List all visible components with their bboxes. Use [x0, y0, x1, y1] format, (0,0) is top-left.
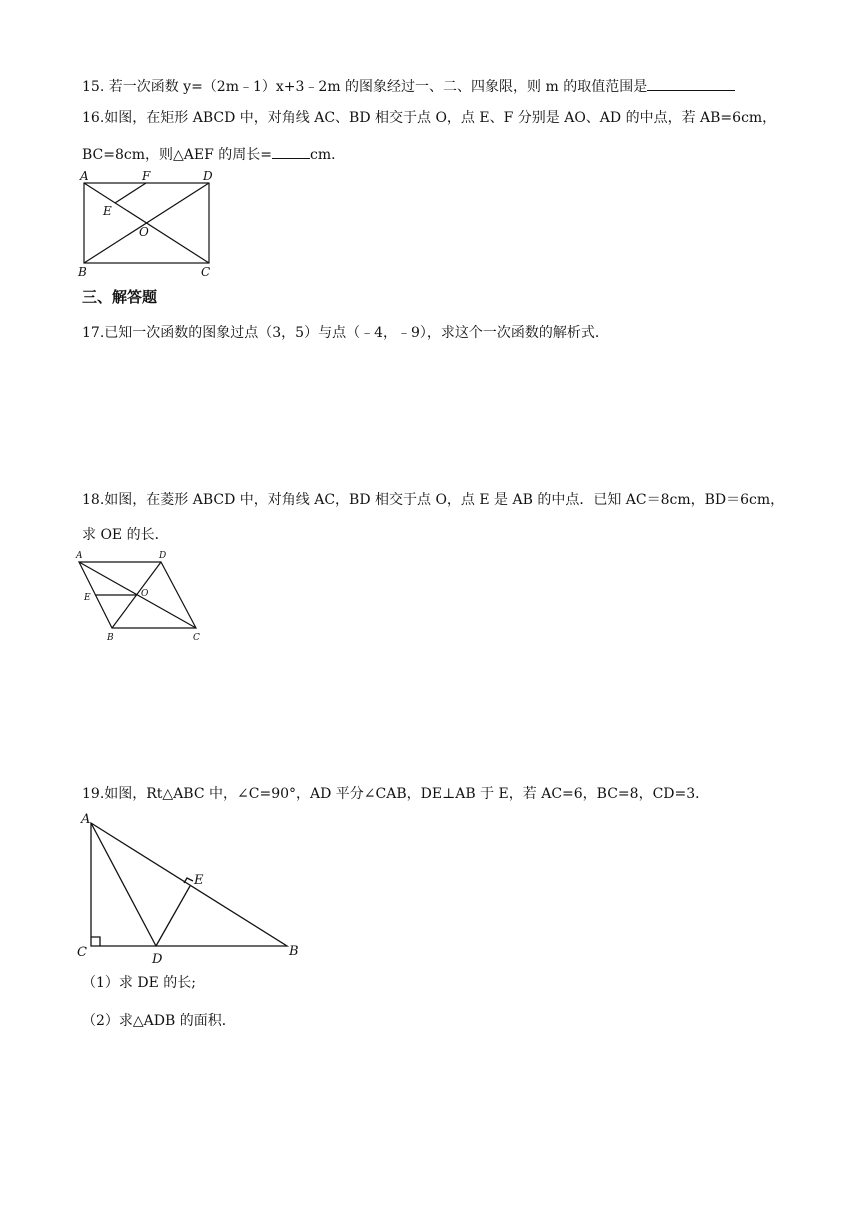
label-f: F	[142, 169, 151, 183]
label-b: B	[289, 944, 299, 959]
question-18-line1: 18.如图，在菱形 ABCD 中，对角线 AC，BD 相交于点 O，点 E 是 AB 的中点．已知 AC＝8cm，BD＝6cm，	[82, 492, 785, 508]
right-angle-mark-c	[91, 937, 100, 946]
question-17: 17.已知一次函数的图象过点（3，5）与点（﹣4，﹣9），求这个一次函数的解析式．	[82, 325, 609, 341]
perpendicular-de	[156, 886, 190, 946]
question-16-line1: 16.如图，在矩形 ABCD 中，对角线 AC、BD 相交于点 O，点 E、F 分别是 AO、AD 的中点，若 AB=6cm，	[82, 110, 777, 126]
section-title: 三、解答题	[82, 288, 158, 306]
label-o: O	[139, 225, 149, 239]
question-19: 19.如图，Rt△ABC 中，∠C=90°，AD 平分∠CAB，DE⊥AB 于 E，若 AC=6，BC=8，CD=3．	[82, 786, 710, 802]
question-16-text-a: BC=8cm，则△AEF 的周长=	[82, 147, 273, 163]
label-b: B	[78, 265, 87, 279]
label-b: B	[107, 633, 114, 643]
question-19-part-2: （2）求△ADB 的面积．	[82, 1013, 236, 1029]
question-18-line2: 求 OE 的长．	[82, 527, 169, 543]
label-e: E	[84, 593, 91, 603]
label-d: D	[203, 169, 213, 183]
label-c: C	[77, 945, 87, 960]
label-d: D	[152, 952, 163, 967]
label-c: C	[201, 265, 211, 279]
triangle-abc	[91, 823, 287, 946]
bisector-ad	[91, 823, 156, 946]
label-a: A	[80, 169, 89, 183]
question-19-part-1: （1）求 DE 的长;	[82, 975, 196, 991]
label-e: E	[194, 873, 204, 888]
label-o: O	[141, 589, 149, 599]
label-a: A	[81, 812, 91, 827]
question-16-text-b: cm．	[310, 147, 346, 163]
label-e: E	[103, 204, 112, 218]
label-a: A	[76, 551, 83, 561]
label-d: D	[159, 551, 167, 561]
question-15-text: 15. 若一次函数 y=（2m﹣1）x+3﹣2m 的图象经过一、二、四象限，则 m 的取值范围是	[82, 79, 648, 95]
label-c: C	[193, 633, 200, 643]
